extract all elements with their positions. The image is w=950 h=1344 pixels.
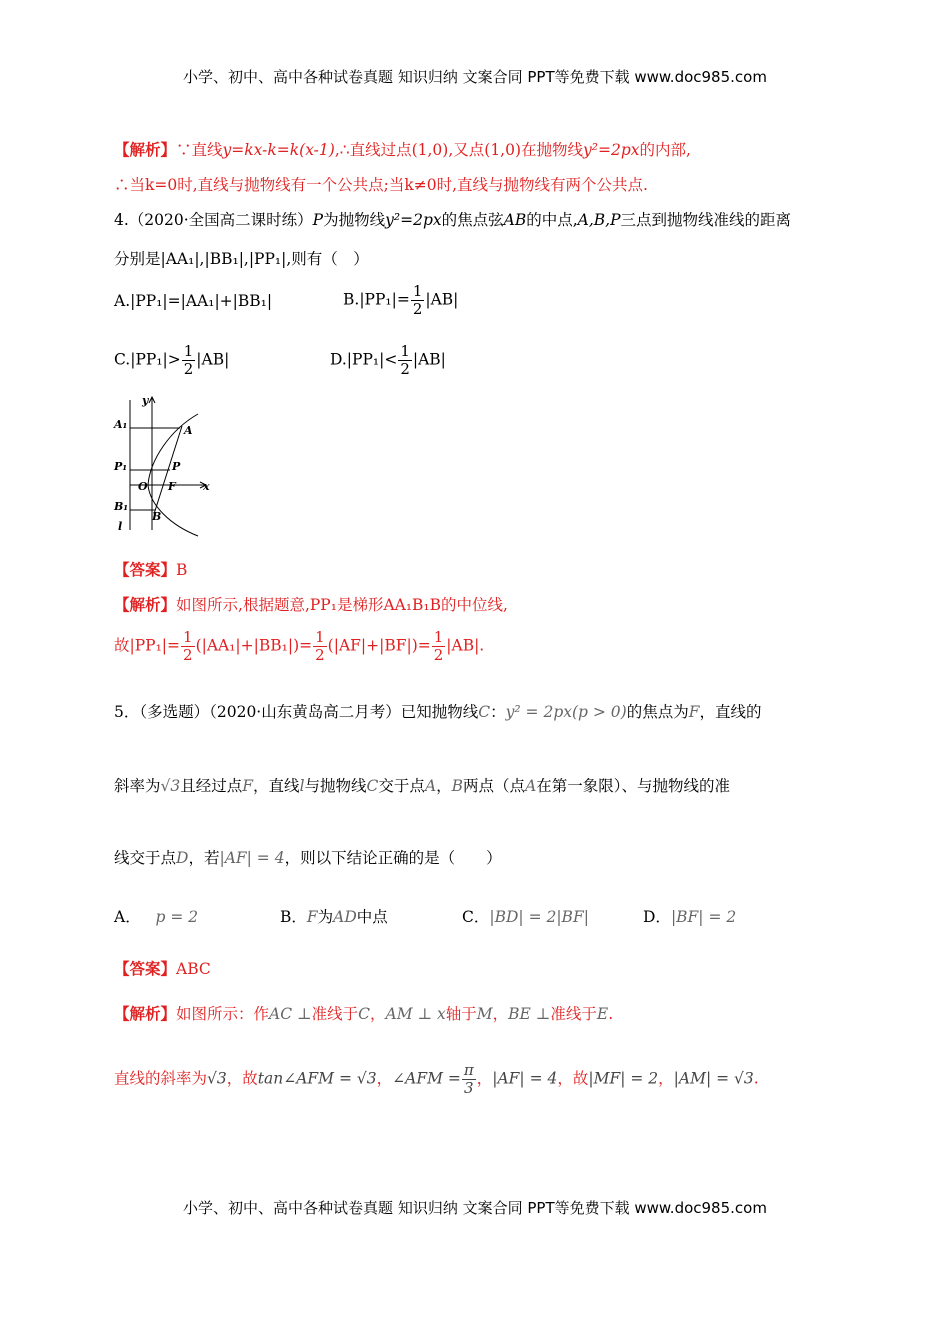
q5-option-a: A． p = 2	[114, 908, 199, 926]
q5-stem-line3: 线交于点D，若|AF| = 4，则以下结论正确的是（ ）	[114, 849, 502, 867]
q5-option-d: D．|BF| = 2	[643, 908, 737, 926]
fraction: $\frac{1}{2}$	[400, 342, 410, 378]
label-a1: A₁	[114, 418, 128, 431]
prev-analysis-line2: ∴当k=0时,直线与抛物线有一个公共点;当k≠0时,直线与抛物线有两个公共点.	[114, 176, 648, 194]
q5-analysis-line1: 【解析】如图所示：作AC ⊥准线于C，AM ⊥ x轴于M，BE ⊥准线于E.	[114, 1004, 614, 1023]
prev-analysis-line1: 【解析】∵直线y=kx-k=k(x-1),∴直线过点(1,0),又点(1,0)在抛物线y²=2px的内部,	[114, 140, 691, 159]
fraction: $\frac{1}{2}$	[412, 282, 423, 318]
fraction: $\frac{1}{2}$	[315, 628, 325, 664]
q4-option-d: D.|PP₁|< $\frac{1}{2}$ |AB|	[330, 342, 446, 378]
q4-analysis-line2: 故|PP₁|= $\frac{1}{2}$ (|AA₁|+|BB₁|)= $\frac{1}{2}$ (|AF|+|BF|)= $\frac{1}{2}$ |AB|.	[114, 628, 485, 664]
q4-stem-line2: 分别是|AA₁|,|BB₁|,|PP₁|,则有（ ）	[114, 250, 369, 268]
label-y: y	[142, 394, 149, 407]
q5-answer: 【答案】ABC	[114, 959, 211, 978]
label-p1: P₁	[114, 460, 128, 473]
fraction-pi-over-3: $\frac{\pi}{3}$	[463, 1061, 474, 1097]
q4-parabola-figure	[110, 390, 220, 540]
label-a: A	[184, 424, 193, 437]
q4-answer: 【答案】B	[114, 560, 188, 579]
q4-option-c: C.|PP₁|> $\frac{1}{2}$ |AB|	[114, 342, 230, 378]
q4-stem-line1: 4.（2020·全国高二课时练）P为抛物线y²=2px的焦点弦AB的中点,A,B,P三点到抛物线准线的距离	[114, 211, 792, 229]
label-p: P	[172, 460, 181, 473]
q4-option-a: A.|PP₁|=|AA₁|+|BB₁|	[114, 292, 273, 310]
page-footer: 小学、初中、高中各种试卷真题 知识归纳 文案合同 PPT等免费下载 www.doc985.com	[183, 1199, 767, 1217]
label-x: x	[203, 480, 210, 493]
q5-stem-line2: 斜率为√3且经过点F，直线l与抛物线C交于点A，B两点（点A在第一象限）、与抛物线的准	[114, 777, 731, 795]
q4-option-b: B.|PP₁|= $\frac{1}{2}$ |AB|	[343, 282, 459, 318]
fraction: $\frac{1}{2}$	[183, 628, 193, 664]
q5-analysis-line2: 直线的斜率为√3，故tan∠AFM = √3，∠AFM = $\frac{\pi}{3}$ ，|AF| = 4，故|MF| = 2，|AM| = √3.	[114, 1061, 759, 1097]
label-o: O	[138, 480, 148, 493]
label-b: B	[152, 510, 162, 523]
q5-option-b: B．F为AD中点	[280, 908, 388, 926]
q5-stem-line1: 5．（多选题）（2020·山东黄岛高二月考）已知抛物线C：y² = 2px(p > 0)的焦点为F，直线的	[114, 703, 762, 721]
page-header: 小学、初中、高中各种试卷真题 知识归纳 文案合同 PPT等免费下载 www.doc985.com	[183, 68, 767, 86]
q5-option-c: C．|BD| = 2|BF|	[462, 908, 589, 926]
fraction: $\frac{1}{2}$	[183, 342, 194, 378]
label-b1: B₁	[114, 500, 129, 513]
label-f: F	[168, 480, 176, 493]
q4-analysis-line1: 【解析】如图所示,根据题意,PP₁是梯形AA₁B₁B的中位线,	[114, 595, 508, 614]
fraction: $\frac{1}{2}$	[433, 628, 444, 664]
label-l: l	[118, 520, 123, 533]
